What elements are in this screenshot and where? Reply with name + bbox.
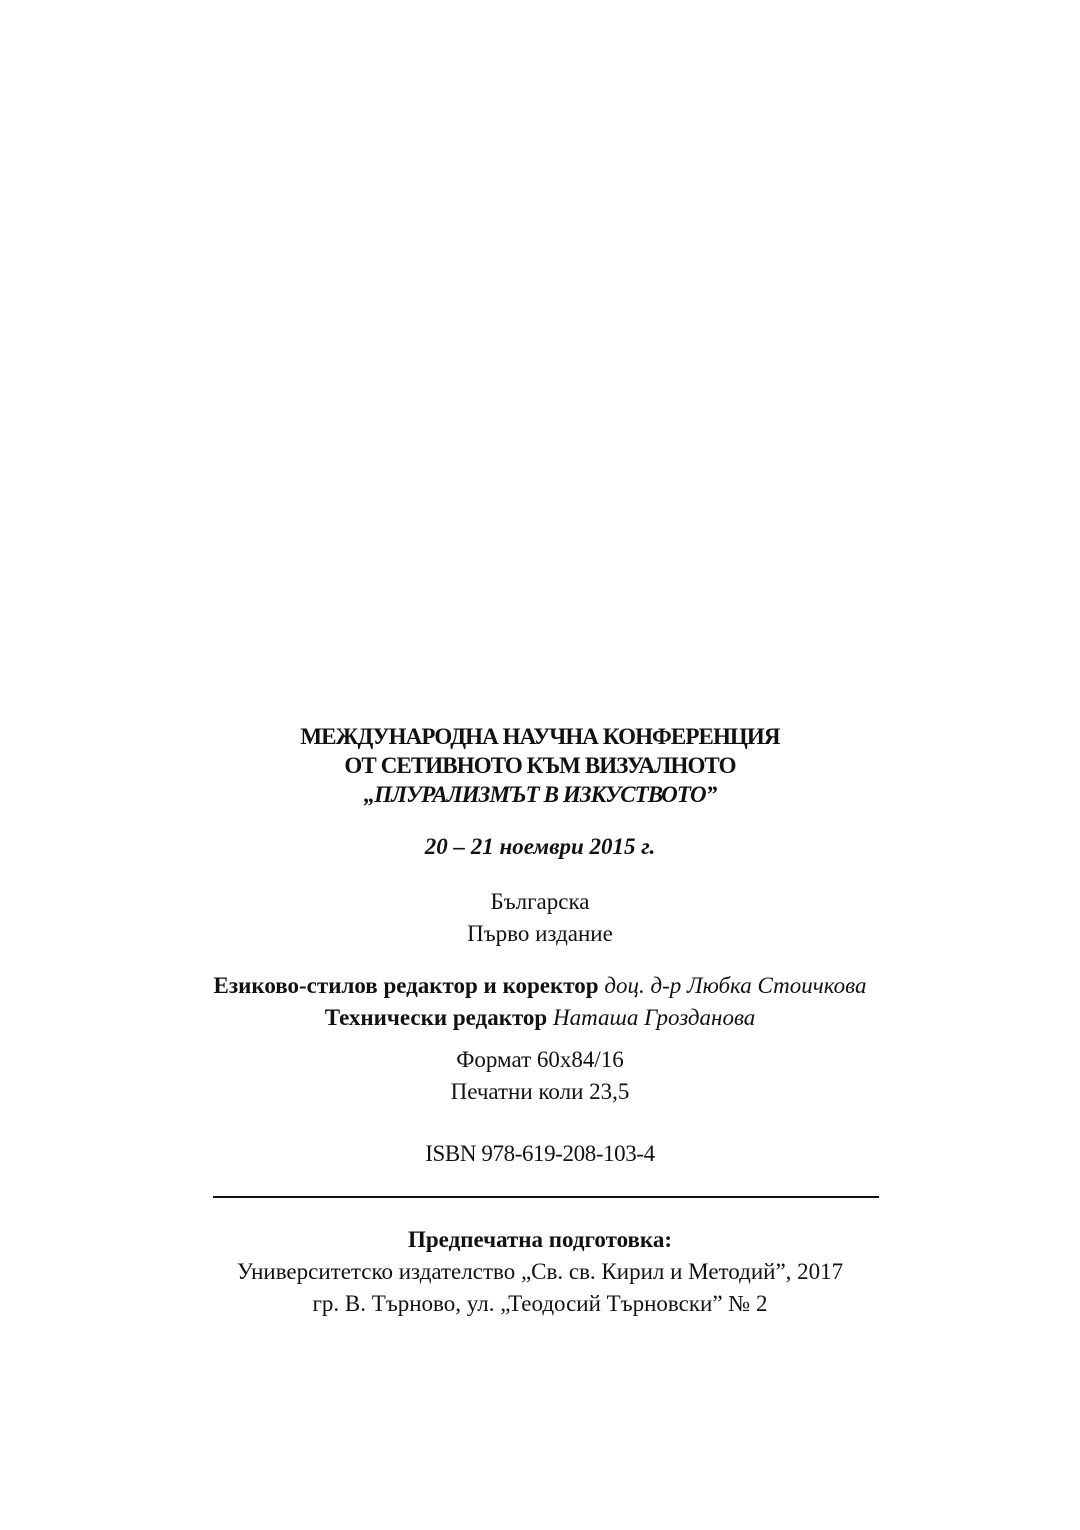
format-info [0,1044,1080,1108]
technical-editor-name: Наташа Грозданова [552,1005,756,1030]
divider-line [213,1196,879,1198]
conference-title-line-3: „ПЛУРАЛИЗМЪТ В ИЗКУСТВОТО” [363,782,717,807]
edition-number: Първо издание [467,921,613,946]
conference-title [0,722,1080,809]
edition-info [0,886,1080,950]
technical-editor-role: Технически редактор [324,1005,548,1030]
publisher-line: Университетско издателство „Св. св. Кирил и Методий”, 2017 [236,1259,844,1284]
technical-editor-line [0,1002,1080,1034]
prepress-heading: Предпечатна подготовка: [408,1227,672,1252]
format-size: Формат 60х84/16 [456,1047,624,1072]
language-editor-name: доц. д-р Любка Стоичкова [604,973,867,998]
conference-dates: 20 – 21 ноември 2015 г. [424,834,656,859]
language-editor-role: Езиково-стилов редактор и коректор [213,973,599,998]
isbn-number: ISBN 978-619-208-103-4 [425,1141,655,1166]
editors-info [0,970,1080,1034]
conference-title-line-2: ОТ СЕТИВНОТО КЪМ ВИЗУАЛНОТО [344,753,736,778]
conference-title-line-1: МЕЖДУНАРОДНА НАУЧНА КОНФЕРЕНЦИЯ [300,724,780,749]
language-editor-line [0,970,1080,1002]
printed-sheets: Печатни коли 23,5 [450,1079,630,1104]
prepress-info [0,1224,1080,1320]
edition-language: Българска [490,889,590,914]
publisher-address: гр. В. Търново, ул. „Теодосий Търновски” № 2 [312,1291,768,1316]
